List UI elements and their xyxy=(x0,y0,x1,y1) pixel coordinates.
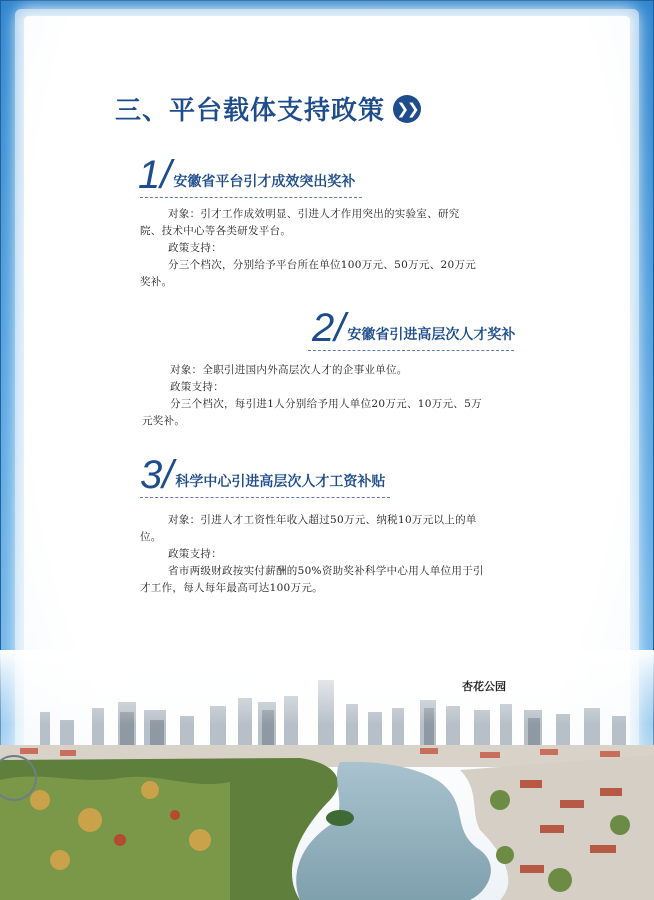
section-2-title: 安徽省引进高层次人才奖补 xyxy=(347,327,516,343)
park-cityscape-photo xyxy=(0,650,654,900)
section-1-line-3: 政策支持： xyxy=(168,242,222,254)
section-2-line-3: 分三个档次，每引进1人分别给予用人单位20万元、10万元、5万 xyxy=(170,398,482,410)
section-3-line-1: 对象：引进人才工资性年收入超过50万元、纳税10万元以上的单 xyxy=(168,514,477,526)
section-1-body xyxy=(140,206,520,291)
section-3-body xyxy=(140,512,530,597)
section-3-line-3: 政策支持： xyxy=(168,548,222,560)
section-2-divider xyxy=(308,350,514,351)
section-2-number: 2/ xyxy=(312,306,346,350)
page-title: 三、平台载体支持政策 xyxy=(115,96,386,126)
section-3-line-5: 才工作，每人每年最高可达100万元。 xyxy=(140,582,323,594)
double-chevron-right-icon: ❯❯ xyxy=(393,95,421,123)
photo-caption: 杏花公园 xyxy=(462,680,506,693)
section-3-divider xyxy=(140,497,390,498)
section-2-line-2: 政策支持： xyxy=(170,381,224,393)
section-2-line-1: 对象：全职引进国内外高层次人才的企事业单位。 xyxy=(170,364,408,376)
section-3-line-2: 位。 xyxy=(140,531,162,543)
section-1-line-1: 对象：引才工作成效明显、引进人才作用突出的实验室、研究 xyxy=(168,208,460,220)
page-heading xyxy=(115,90,421,127)
section-1-header xyxy=(138,155,355,195)
section-1-line-4: 分三个档次，分别给予平台所在单位100万元、50万元、20万元 xyxy=(168,259,477,271)
section-2-line-4: 元奖补。 xyxy=(142,415,186,427)
section-2-header xyxy=(312,308,515,348)
section-3-header xyxy=(140,455,385,495)
section-3-number: 3/ xyxy=(140,453,174,497)
section-1-number: 1/ xyxy=(138,153,172,197)
section-3-title: 科学中心引进高层次人才工资补贴 xyxy=(175,474,386,490)
section-1-line-5: 奖补。 xyxy=(140,276,173,288)
section-3-line-4: 省市两级财政按实付薪酬的50%资助奖补科学中心用人单位用于引 xyxy=(168,565,484,577)
section-1-line-2: 院、技术中心等各类研发平台。 xyxy=(140,225,292,237)
section-1-title: 安徽省平台引才成效突出奖补 xyxy=(173,174,356,190)
section-2-body xyxy=(142,362,522,430)
section-1-divider xyxy=(140,197,362,198)
